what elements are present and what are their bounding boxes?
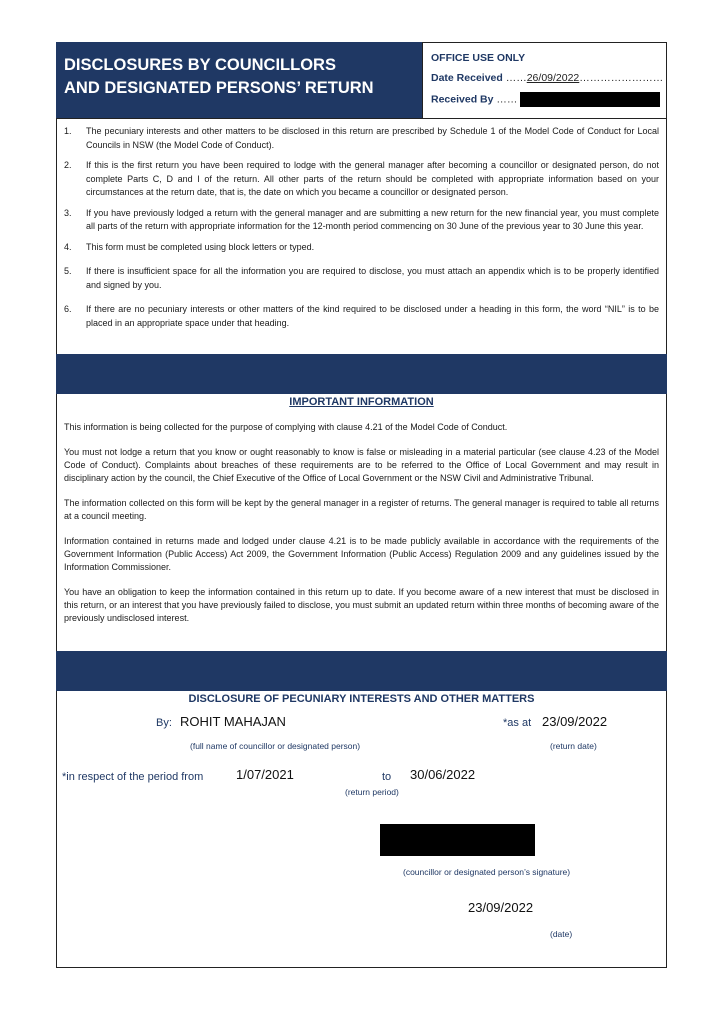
name-caption: (full name of councillor or designated person) xyxy=(190,741,361,751)
return-date-value: 23/09/2022 xyxy=(542,714,608,729)
instruction-text: If there is insufficient space for all the information you are required to disclose, you must attach an appendix which is to be properly identified and signed by you. xyxy=(86,266,659,290)
date-caption: (date) xyxy=(550,929,573,939)
return-date-caption: (return date) xyxy=(550,741,597,751)
received-by-row xyxy=(431,92,659,112)
date-received-label: Date Received xyxy=(431,72,503,84)
date-received-value: 26/09/2022 xyxy=(526,72,580,84)
instruction-number: 1. xyxy=(64,126,72,136)
section-divider-band xyxy=(56,354,667,394)
return-period-caption: (return period) xyxy=(345,787,399,797)
instruction-item xyxy=(64,265,659,292)
councillor-name: ROHIT MAHAJAN xyxy=(180,714,286,729)
received-by-label: Received By xyxy=(431,93,494,106)
important-paragraph: You must not lodge a return that you know or ought reasonably to know is false or misleading in a material particular (see clause 4.23 of the Model Code of Conduct). Complaints about breaches of these requirements are to be referred to the Office of Local Government and may result in disciplinary action by the council, the Chief Executive of the Office of Local Government or the NSW Civil and Administrative Tribunal. xyxy=(64,447,659,483)
signature-redaction xyxy=(380,824,535,856)
form-title-line1: DISCLOSURES BY COUNCILLORS xyxy=(64,56,336,74)
disclosure-heading: DISCLOSURE OF PECUNIARY INTERESTS AND OTHER MATTERS xyxy=(188,693,535,705)
instruction-number: 3. xyxy=(64,207,72,218)
period-label: *in respect of the period from xyxy=(62,771,204,783)
instruction-item xyxy=(64,159,659,200)
to-label: to xyxy=(382,771,392,783)
instruction-text: If this is the first return you have been required to lodge with the general manager after becoming a councillor or designated person, do not complete Parts C, D and I of the return. All other parts of the return should be completed with appropriate information based on your circumstances at the return date, that is, the date on which you became a councillor or designated person. xyxy=(86,160,659,197)
received-by-redaction xyxy=(520,92,660,107)
date-received-row xyxy=(431,72,664,92)
form-title xyxy=(56,42,422,118)
disclosure-section xyxy=(56,691,667,968)
section-divider-band xyxy=(56,651,667,691)
instruction-number: 4. xyxy=(64,241,72,252)
instruction-text: The pecuniary interests and other matters to be disclosed in this return are prescribed by Schedule 1 of the Model Code of Conduct for Local Councils in NSW (the Model Code of Conduct). xyxy=(86,126,659,150)
instruction-number: 5. xyxy=(64,266,72,276)
date-received-dots-trail: …………………… xyxy=(579,72,664,84)
office-use-box xyxy=(422,42,667,118)
signature-caption: (councillor or designated person’s signature) xyxy=(403,867,571,877)
important-paragraph: You have an obligation to keep the information contained in this return up to date. If you become aware of a new interest that must be disclosed in this return, or an interest that you have previously failed to disclose, you must submit an updated return within three months of becoming aware of the previously undisclosed interest. xyxy=(64,587,659,623)
period-to-value: 30/06/2022 xyxy=(410,767,476,782)
instruction-number: 2. xyxy=(64,160,72,170)
instruction-item xyxy=(64,125,659,152)
instructions-section xyxy=(56,118,667,354)
important-paragraph: Information contained in returns made and lodged under clause 4.21 is to be made publicly available in accordance with the requirements of the Government Information (Public Access) Act 2009, the Government Information (Public Access) Regulation 2009 and any guidelines issued by the Information Commissioner. xyxy=(64,536,659,572)
instruction-text: If you have previously lodged a return with the general manager and are submitting a new return for the new financial year, you must complete all parts of the return with appropriate information for the 12-month period commencing on 30 June of the previous year to 30 June this year. xyxy=(86,207,659,231)
date-received-dots: …… xyxy=(505,72,527,84)
as-at-label: *as at xyxy=(503,717,532,729)
instruction-number: 6. xyxy=(64,304,72,314)
instruction-text: This form must be completed using block letters or typed. xyxy=(86,241,315,252)
sign-date-value: 23/09/2022 xyxy=(468,900,534,915)
period-from-value: 1/07/2021 xyxy=(236,767,294,782)
instruction-item xyxy=(64,207,659,234)
important-paragraph: This information is being collected for the purpose of complying with clause 4.21 of the Model Code of Conduct. xyxy=(64,422,508,432)
instruction-text: If there are no pecuniary interests or other matters of the kind required to be disclosed under a heading in this form, the word “NIL” is to be placed in an appropriate space under that heading. xyxy=(86,304,659,328)
important-heading: IMPORTANT INFORMATION xyxy=(289,396,434,408)
instruction-item xyxy=(64,241,659,255)
instructions-list xyxy=(64,125,659,330)
received-by-dots: …… xyxy=(496,93,518,106)
office-use-title: OFFICE USE ONLY xyxy=(431,52,526,64)
important-information-section xyxy=(56,394,667,651)
by-label: By: xyxy=(156,717,172,729)
important-paragraph: The information collected on this form will be kept by the general manager in a register of returns. The general manager is required to table all returns at a council meeting. xyxy=(64,498,659,521)
form-title-line2: AND DESIGNATED PERSONS’ RETURN xyxy=(64,79,374,97)
instruction-item xyxy=(64,303,659,330)
